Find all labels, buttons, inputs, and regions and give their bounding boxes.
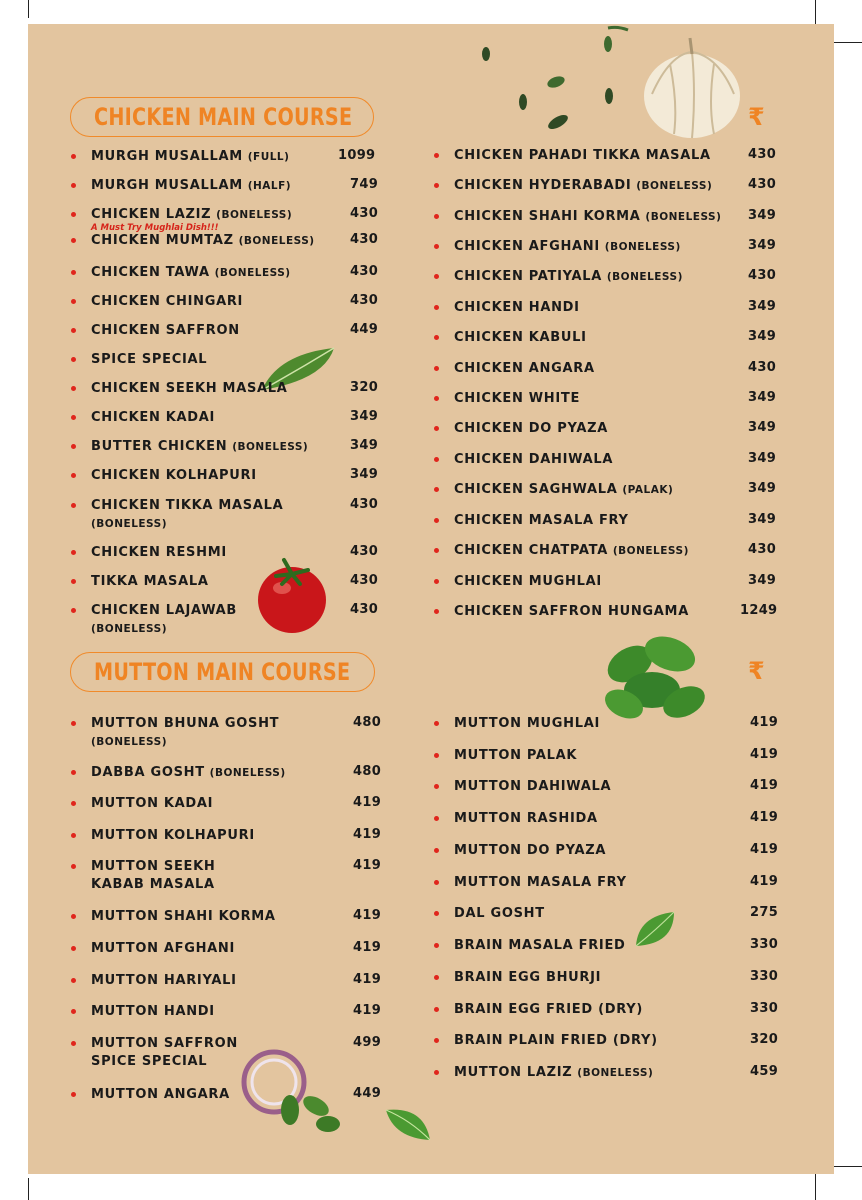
item-price: 430	[350, 497, 379, 512]
menu-item	[454, 603, 774, 621]
item-price: 430	[748, 177, 777, 192]
item-name: MUTTON MASALA FRY	[454, 875, 627, 890]
item-price: 320	[750, 1032, 779, 1047]
item-note: (BONELESS)	[232, 441, 309, 453]
bullet-icon	[434, 579, 439, 584]
bullet-icon	[71, 801, 76, 806]
bullet-icon	[71, 473, 76, 478]
bullet-icon	[71, 386, 76, 391]
item-name: CHICKEN LAJAWAB	[91, 603, 238, 618]
menu-item	[454, 969, 774, 987]
item-note: (HALF)	[247, 180, 292, 192]
menu-item	[454, 715, 774, 733]
bullet-icon	[71, 914, 76, 919]
item-price: 349	[748, 573, 777, 588]
rupee-icon: ₹	[748, 657, 765, 685]
bullet-icon	[71, 770, 76, 775]
item-price: 330	[750, 969, 779, 984]
item-note: (BONELESS)	[91, 518, 168, 530]
item-name: CHICKEN CHINGARI	[91, 294, 244, 309]
menu-item	[454, 512, 777, 530]
item-price: 419	[353, 940, 382, 955]
bullet-icon	[434, 305, 439, 310]
item-name: CHICKEN MASALA FRY	[454, 513, 629, 528]
item-name: MURGH MUSALLAM	[91, 149, 243, 164]
item-price: 1249	[740, 603, 778, 618]
item-note: (BONELESS)	[91, 623, 168, 635]
bullet-icon	[434, 1070, 439, 1075]
item-name: CHICKEN DO PYAZA	[454, 421, 608, 436]
item-price: 430	[350, 206, 379, 221]
item-price: 419	[353, 908, 382, 923]
bullet-icon	[434, 214, 439, 219]
item-price: 419	[750, 842, 779, 857]
item-name: MUTTON BHUNA GOSHT	[91, 716, 280, 731]
item-name: CHICKEN RESHMI	[91, 545, 227, 560]
bullet-icon	[71, 833, 76, 838]
item-price: 419	[353, 858, 382, 873]
item-name: CHICKEN ANGARA	[454, 361, 595, 376]
bullet-icon	[71, 299, 76, 304]
item-name: CHICKEN HANDI	[454, 300, 580, 315]
item-price: 430	[350, 544, 379, 559]
item-name: TIKKA MASALA	[91, 574, 209, 589]
item-price: 459	[750, 1064, 779, 1079]
item-price: 430	[350, 602, 379, 617]
item-price: 349	[748, 208, 777, 223]
bullet-icon	[71, 328, 76, 333]
item-name: MUTTON LAZIZ	[454, 1065, 573, 1080]
item-name: BRAIN MASALA FRIED	[454, 938, 626, 953]
item-price: 349	[748, 329, 777, 344]
bullet-icon	[434, 848, 439, 853]
item-price: 349	[748, 481, 777, 496]
bullet-icon	[71, 212, 76, 217]
chicken-section-header	[70, 97, 374, 137]
menu-item	[454, 810, 774, 828]
item-name: CHICKEN KOLHAPURI	[91, 468, 257, 483]
bullet-icon	[434, 1007, 439, 1012]
menu-item	[91, 351, 411, 369]
item-price: 419	[353, 1003, 382, 1018]
item-note: (BONELESS)	[209, 767, 286, 779]
menu-item	[454, 299, 777, 317]
menu-item	[454, 481, 777, 499]
menu-item	[454, 329, 777, 347]
bullet-icon	[71, 270, 76, 275]
item-name: CHICKEN KADAI	[91, 410, 216, 425]
item-price: 349	[350, 438, 379, 453]
item-price: 419	[750, 874, 779, 889]
item-price: 449	[350, 322, 379, 337]
menu-item	[454, 573, 777, 591]
bullet-icon	[434, 487, 439, 492]
item-price: 430	[748, 268, 777, 283]
item-name: MUTTON SHAHI KORMA	[91, 909, 276, 924]
item-name: CHICKEN SAFFRON	[91, 323, 240, 338]
bullet-icon	[434, 816, 439, 821]
item-name: CHICKEN SHAHI KORMA	[454, 209, 641, 224]
bullet-icon	[71, 864, 76, 869]
bullet-icon	[71, 444, 76, 449]
bullet-icon	[434, 943, 439, 948]
menu-item	[454, 420, 777, 438]
item-name: CHICKEN WHITE	[454, 391, 581, 406]
item-price: 419	[353, 827, 382, 842]
item-name: MUTTON MUGHLAI	[454, 716, 601, 731]
item-price: 275	[750, 905, 779, 920]
bullet-icon	[434, 609, 439, 614]
menu-item	[454, 451, 777, 469]
item-name: DABBA GOSHT	[91, 765, 205, 780]
item-price: 749	[350, 177, 379, 192]
item-name: MUTTON HANDI	[91, 1004, 215, 1019]
item-name: CHICKEN AFGHANI	[454, 239, 600, 254]
item-name: MUTTON KADAI	[91, 796, 214, 811]
bullet-icon	[71, 1009, 76, 1014]
item-name: MURGH MUSALLAM	[91, 178, 243, 193]
section-title: CHICKEN MAIN COURSE	[94, 103, 353, 131]
bullet-icon	[434, 753, 439, 758]
bullet-icon	[71, 1092, 76, 1097]
item-price: 349	[748, 420, 777, 435]
bullet-icon	[434, 366, 439, 371]
item-name-line2: SPICE SPECIAL	[91, 1054, 208, 1069]
menu-page	[28, 24, 834, 1174]
item-price: 430	[748, 360, 777, 375]
garlic-image	[630, 34, 750, 144]
section-title: MUTTON MAIN COURSE	[94, 658, 351, 686]
item-name: CHICKEN LAZIZ	[91, 207, 212, 222]
menu-item	[454, 874, 774, 892]
rupee-icon: ₹	[748, 103, 765, 131]
bullet-icon	[434, 1038, 439, 1043]
bullet-icon	[71, 183, 76, 188]
bullet-icon	[434, 880, 439, 885]
item-name: CHICKEN SEEKH MASALA	[91, 381, 288, 396]
item-price: 499	[353, 1035, 382, 1050]
bullet-icon	[434, 721, 439, 726]
item-price: 419	[353, 972, 382, 987]
bullet-icon	[434, 911, 439, 916]
bullet-icon	[434, 784, 439, 789]
item-name: CHICKEN TIKKA MASALA	[91, 498, 284, 513]
item-price: 349	[748, 512, 777, 527]
item-price: 419	[353, 795, 382, 810]
menu-item	[454, 268, 777, 286]
herb-sprig-image	[478, 24, 638, 134]
item-price: 419	[750, 810, 779, 825]
item-price: 430	[350, 293, 379, 308]
bullet-icon	[71, 238, 76, 243]
item-name: MUTTON RASHIDA	[454, 811, 598, 826]
bullet-icon	[434, 274, 439, 279]
item-price: 320	[350, 380, 379, 395]
leaf-image	[384, 1104, 434, 1144]
bullet-icon	[71, 608, 76, 613]
item-price: 419	[750, 747, 779, 762]
item-name: MUTTON SAFFRON	[91, 1036, 238, 1051]
menu-item	[454, 842, 774, 860]
item-name: MUTTON ANGARA	[91, 1087, 230, 1102]
item-price: 349	[748, 238, 777, 253]
item-price: 480	[353, 715, 382, 730]
item-name: SPICE SPECIAL	[91, 352, 208, 367]
item-note: (BONELESS)	[91, 736, 168, 748]
item-price: 419	[750, 778, 779, 793]
menu-item	[454, 1064, 774, 1082]
item-price: 419	[750, 715, 779, 730]
item-name: MUTTON HARIYALI	[91, 973, 237, 988]
item-name: MUTTON PALAK	[454, 748, 578, 763]
item-price: 330	[750, 937, 779, 952]
item-name: BUTTER CHICKEN	[91, 439, 228, 454]
bullet-icon	[71, 415, 76, 420]
menu-item	[454, 390, 777, 408]
mutton-section-header	[70, 652, 375, 692]
bullet-icon	[434, 244, 439, 249]
menu-item	[454, 778, 774, 796]
item-name: MUTTON AFGHANI	[91, 941, 236, 956]
menu-item	[454, 208, 777, 226]
item-name: CHICKEN SAFFRON HUNGAMA	[454, 604, 689, 619]
item-price: 480	[353, 764, 382, 779]
item-name: BRAIN EGG FRIED (DRY)	[454, 1002, 643, 1017]
item-name: CHICKEN HYDERABADI	[454, 178, 632, 193]
item-price: 349	[748, 390, 777, 405]
menu-item	[454, 905, 774, 923]
item-name: CHICKEN SAGHWALA	[454, 482, 618, 497]
item-name: BRAIN EGG BHURJI	[454, 970, 602, 985]
item-name: CHICKEN CHATPATA	[454, 543, 609, 558]
bullet-icon	[71, 357, 76, 362]
bullet-icon	[434, 153, 439, 158]
item-note: (BONELESS)	[645, 211, 722, 223]
bullet-icon	[434, 548, 439, 553]
item-price: 430	[350, 573, 379, 588]
item-price: 349	[748, 299, 777, 314]
bullet-icon	[71, 946, 76, 951]
item-price: 349	[748, 451, 777, 466]
item-price: 430	[350, 264, 379, 279]
menu-item	[454, 238, 777, 256]
bullet-icon	[71, 721, 76, 726]
item-note: (BONELESS)	[216, 209, 293, 221]
menu-item	[454, 147, 777, 165]
item-name-line2: KABAB MASALA	[91, 877, 215, 892]
bullet-icon	[434, 335, 439, 340]
bullet-icon	[434, 426, 439, 431]
item-name: DAL GOSHT	[454, 906, 545, 921]
item-name: MUTTON KOLHAPURI	[91, 828, 255, 843]
item-price: 349	[350, 409, 379, 424]
bullet-icon	[434, 975, 439, 980]
item-note: (BONELESS)	[577, 1067, 654, 1079]
bullet-icon	[71, 978, 76, 983]
item-note: (BONELESS)	[612, 545, 689, 557]
item-note: (FULL)	[247, 151, 290, 163]
bullet-icon	[434, 183, 439, 188]
item-tagline: A Must Try Mughlai Dish!!!	[91, 223, 219, 233]
item-price: 349	[350, 467, 379, 482]
item-name: MUTTON DO PYAZA	[454, 843, 607, 858]
menu-item	[454, 1001, 774, 1019]
bullet-icon	[71, 550, 76, 555]
bullet-icon	[434, 518, 439, 523]
item-note: (BONELESS)	[238, 235, 315, 247]
item-name: CHICKEN PAHADI TIKKA MASALA	[454, 148, 711, 163]
item-note: (BONELESS)	[606, 271, 683, 283]
menu-item	[454, 747, 774, 765]
item-name: CHICKEN PATIYALA	[454, 269, 603, 284]
item-price: 430	[748, 147, 777, 162]
item-price: 430	[748, 542, 777, 557]
bullet-icon	[71, 154, 76, 159]
item-name: CHICKEN MUGHLAI	[454, 574, 602, 589]
item-note: (BONELESS)	[214, 267, 291, 279]
item-price: 430	[350, 232, 379, 247]
item-price: 330	[750, 1001, 779, 1016]
item-name: CHICKEN DAHIWALA	[454, 452, 614, 467]
menu-item	[454, 360, 777, 378]
bullet-icon	[434, 396, 439, 401]
item-name: CHICKEN MUMTAZ	[91, 233, 234, 248]
bullet-icon	[434, 457, 439, 462]
item-name: MUTTON SEEKH	[91, 859, 216, 874]
item-price: 449	[353, 1086, 382, 1101]
menu-item	[454, 177, 777, 195]
item-note: (BONELESS)	[636, 180, 713, 192]
item-price: 1099	[338, 148, 376, 163]
bullet-icon	[71, 579, 76, 584]
item-name: BRAIN PLAIN FRIED (DRY)	[454, 1033, 658, 1048]
menu-item	[454, 1032, 774, 1050]
item-note: (BONELESS)	[604, 241, 681, 253]
item-note: (PALAK)	[622, 484, 674, 496]
bullet-icon	[71, 1041, 76, 1046]
item-name: CHICKEN KABULI	[454, 330, 587, 345]
menu-item	[454, 542, 777, 560]
bullet-icon	[71, 503, 76, 508]
item-name: MUTTON DAHIWALA	[454, 779, 612, 794]
item-name: CHICKEN TAWA	[91, 265, 210, 280]
menu-item	[454, 937, 774, 955]
